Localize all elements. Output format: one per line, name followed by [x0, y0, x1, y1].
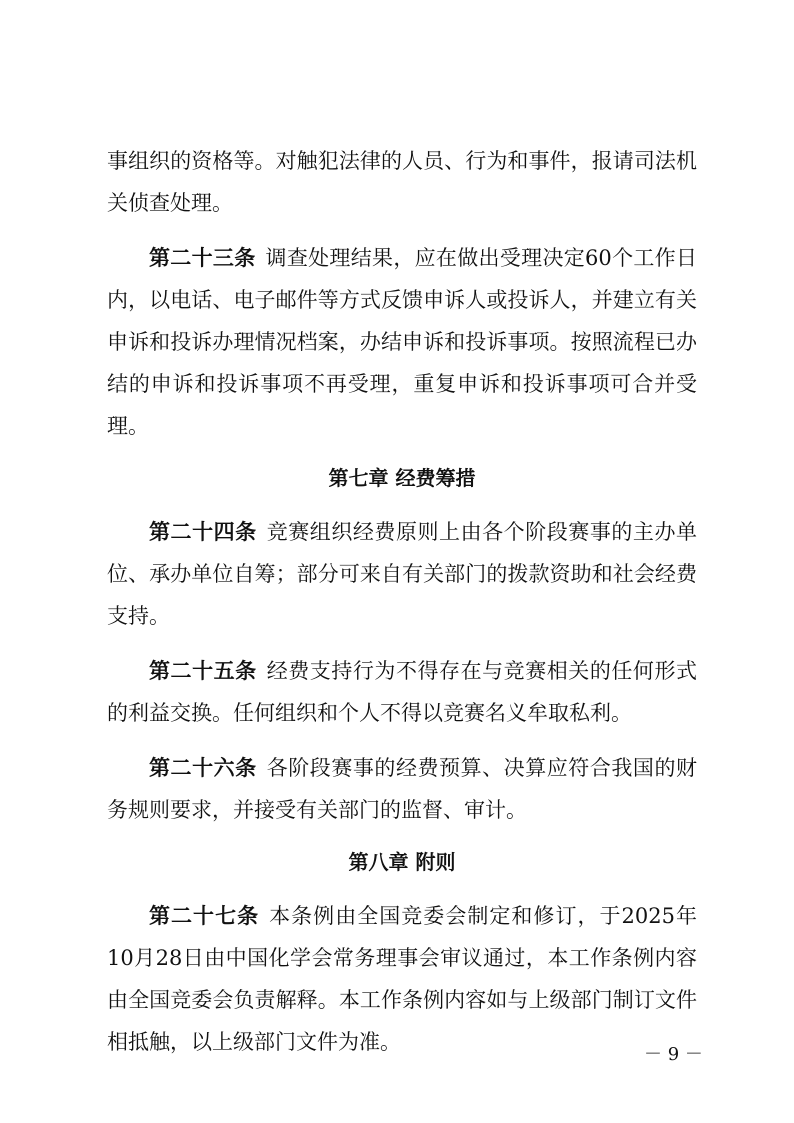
article-25-text: 经费支持行为不得存在与竞赛相关的任何形式的利益交换。任何组织和个人不得以竞赛名义牟取私利。	[107, 659, 698, 725]
article-24-text: 竞赛组织经费原则上由各个阶段赛事的主办单位、承办单位自筹；部分可来自有关部门的拨款资助和社会经费支持。	[107, 520, 698, 628]
article-24	[107, 511, 697, 637]
article-25-number: 第二十五条	[149, 659, 257, 683]
article-27-number: 第二十七条	[149, 904, 260, 928]
article-24-number: 第二十四条	[149, 520, 257, 544]
chapter-8-heading: 第八章 附则	[348, 850, 456, 874]
page-body	[107, 140, 697, 1063]
article-26	[107, 747, 697, 831]
paragraph-continuation: 事组织的资格等。对触犯法律的人员、行为和事件，报请司法机关侦查处理。	[107, 149, 697, 215]
article-23-number: 第二十三条	[149, 246, 256, 270]
article-27	[107, 895, 697, 1063]
article-27-text: 本条例由全国竞委会制定和修订，于2025年10月28日由中国化学会常务理事会审议通过，本工作条例内容由全国竞委会负责解释。本工作条例内容如与上级部门制订文件相抵触，以上级部门文件为准。	[107, 904, 697, 1054]
article-23-text: 调查处理结果，应在做出受理决定60个工作日内，以电话、电子邮件等方式反馈申诉人或投诉人，并建立有关申诉和投诉办理情况档案，办结申诉和投诉事项。按照流程已办结的申诉和投诉事项不再受理，重复申诉和投诉事项可合并受理。	[107, 246, 697, 438]
article-26-text: 各阶段赛事的经费预算、决算应符合我国的财务规则要求，并接受有关部门的监督、审计。	[107, 756, 698, 822]
article-26-number: 第二十六条	[149, 756, 257, 780]
article-25	[107, 650, 697, 734]
chapter-7-heading: 第七章 经费筹措	[328, 466, 476, 490]
article-23	[107, 237, 697, 447]
page-number: － 9 －	[644, 1044, 703, 1065]
